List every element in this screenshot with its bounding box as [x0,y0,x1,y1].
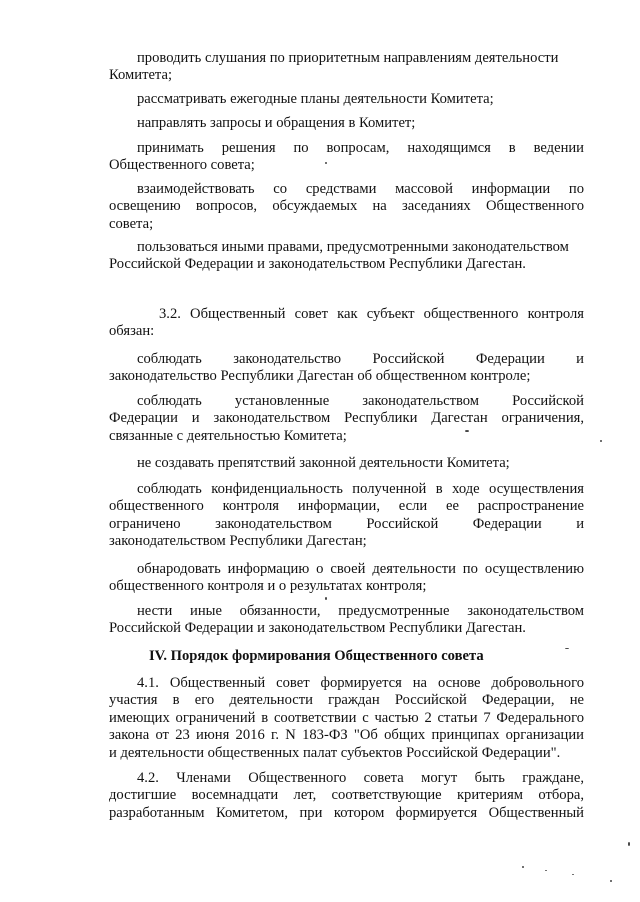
text-line: совета; [109,215,154,232]
text-line: взаимодействовать со средствами массовой информации по [137,181,584,197]
text-line: 4.1. Общественный совет формируется на основе добровольного [137,675,584,691]
text-line: соблюдать конфиденциальность полученной в ходе осуществления [137,481,584,497]
text-line: 3.2. Общественный совет как субъект общественного контроля [159,306,584,322]
text-line: закона от 23 июня 2016 г. N 183-ФЗ "Об общих принципах организации [109,727,584,744]
text-line: рассматривать ежегодные планы деятельности Комитета; [137,91,494,107]
paragraph-4-2 [109,770,584,822]
text-line: Федерации и законодательством Республики Дагестан ограничения, [109,410,584,427]
text-line: законодательство Республики Дагестан об общественном контроле; [109,368,531,385]
text-line: и деятельности общественных палат субъектов Российской Федерации". [109,744,561,761]
paragraph-comply-law [109,351,584,386]
text-line: пользоваться иными правами, предусмотренными законодательством [137,239,569,255]
paragraph-hearings [109,50,584,85]
text-line: принимать решения по вопросам, находящимся в ведении [137,140,584,156]
text-line: Российской Федерации и законодательством Республики Дагестан. [109,256,526,273]
text-line: участия в его деятельности граждан Российской Федерации, не [109,692,584,709]
text-line: освещению вопросов, обсуждаемых на заседаниях Общественного [109,198,584,215]
scan-speck [522,866,524,868]
scan-speck [610,880,612,882]
paragraph-other-rights [109,239,584,274]
paragraph-confidentiality [109,481,584,551]
paragraph-annual-plans [109,91,584,108]
text-line: соблюдать установленные законодательством Российской [137,393,584,409]
text-line: общественного контроля и о результатах контроля; [109,578,427,595]
text-line: имеющих ограничений в соответствии с частью 2 статьи 7 Федерального [109,709,584,726]
scan-speck [325,162,327,164]
paragraph-requests [109,115,584,132]
text-line: нести иные обязанности, предусмотренные законодательством [137,603,584,619]
scan-speck [572,874,574,875]
text-line: связанные с деятельностью Комитета; [109,427,347,444]
text-line: Общественного совета; [109,157,255,174]
text-line: обнародовать информацию о своей деятельности по осуществлению [137,561,584,577]
text-line: ограничено законодательством Российской Федерации и [109,515,584,532]
text-line: обязан: [109,323,155,340]
text-line: достигшие восемнадцати лет, соответствующие критериям отбора, [109,787,584,804]
paragraph-other-duties [109,603,584,638]
text-line: направлять запросы и обращения в Комитет; [137,115,416,131]
paragraph-restrictions [109,393,584,445]
text-line: общественного контроля информации, если ее распространение [109,498,584,515]
scan-speck [465,430,469,432]
paragraph-3-2 [109,306,584,341]
paragraph-no-obstacles [109,455,584,472]
paragraph-4-1 [109,675,584,762]
section-heading: IV. Порядок формирования Общественного совета [149,648,484,664]
text-line: 4.2. Членами Общественного совета могут быть граждане, [137,770,584,786]
text-line: Комитета; [109,67,173,84]
scan-speck [325,597,327,600]
text-line: законодательством Республики Дагестан; [109,533,367,550]
scan-speck [545,870,547,871]
text-line: разработанным Комитетом, при котором формируется Общественный [109,804,584,821]
paragraph-media [109,181,584,233]
scan-speck [565,648,569,649]
paragraph-publish [109,561,584,596]
text-line: соблюдать законодательство Российской Федерации и [137,351,584,367]
scan-speck [628,842,630,846]
text-line: Российской Федерации и законодательством Республики Дагестан. [109,620,526,637]
paragraph-decisions [109,140,584,175]
scan-speck [600,440,602,442]
text-line: не создавать препятствий законной деятельности Комитета; [137,455,510,471]
text-line: проводить слушания по приоритетным направлениям деятельности [137,50,559,66]
